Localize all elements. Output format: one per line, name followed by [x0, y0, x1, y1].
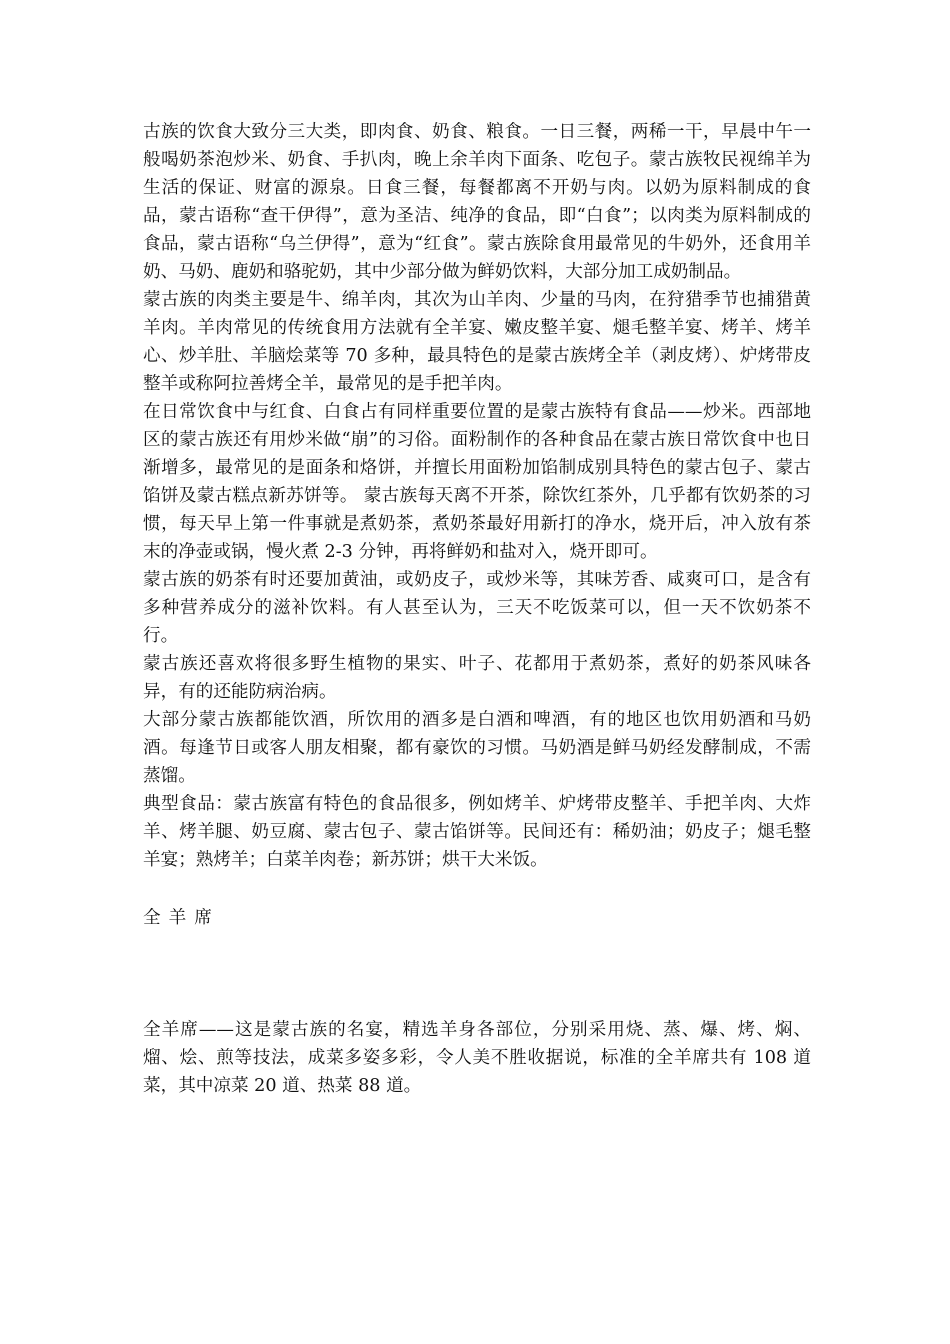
paragraph-alcohol: 大部分蒙古族都能饮酒，所饮用的酒多是白酒和啤酒，有的地区也饮用奶酒和马奶酒。每逢节日或客人朋友相聚，都有豪饮的习惯。马奶酒是鲜马奶经发酵制成，不需蒸馏。	[143, 710, 811, 786]
paragraph-meat: 蒙古族的肉类主要是牛、绵羊肉，其次为山羊肉、少量的马肉，在狩猎季节也捕猎黄羊肉。羊肉常见的传统食用方法就有全羊宴、嫩皮整羊宴、煺毛整羊宴、烤羊、烤羊心、炒羊肚、羊脑烩菜等 70 多种，最具特色的是蒙古族烤全羊（剥皮烤）、炉烤带皮整羊或称阿拉善烤全羊，最常见的是手把羊肉。	[143, 290, 811, 394]
document-page	[143, 118, 811, 1100]
paragraph-fried-millet-tea: 在日常饮食中与红食、白食占有同样重要位置的是蒙古族特有食品——炒米。西部地区的蒙古族还有用炒米做“崩”的习俗。面粉制作的各种食品在蒙古族日常饮食中也日渐增多，最常见的是面条和烙饼，并擅长用面粉加馅制成别具特色的蒙古包子、蒙古馅饼及蒙古糕点新苏饼等。 蒙古族每天离不开茶，除饮红茶外，几乎都有饮奶茶的习惯，每天早上第一件事就是煮奶茶，煮奶茶最好用新打的净水，烧开后，冲入放有茶末的净壶或锅，慢火煮 2-3 分钟，再将鲜奶和盐对入，烧开即可。	[143, 402, 811, 562]
paragraph-wild-plants: 蒙古族还喜欢将很多野生植物的果实、叶子、花都用于煮奶茶，煮好的奶茶风味各异，有的还能防病治病。	[143, 654, 811, 702]
section-heading: 全羊席	[143, 908, 220, 928]
spacer	[143, 932, 811, 1016]
spacer	[143, 874, 811, 904]
paragraph-typical-foods: 典型食品：蒙古族富有特色的食品很多，例如烤羊、炉烤带皮整羊、手把羊肉、大炸羊、烤羊腿、奶豆腐、蒙古包子、蒙古馅饼等。民间还有：稀奶油；奶皮子；煺毛整羊宴；熟烤羊；白菜羊肉卷；新苏饼；烘干大米饭。	[143, 794, 811, 870]
paragraph-whole-lamb-feast: 全羊席——这是蒙古族的名宴，精选羊身各部位，分别采用烧、蒸、爆、烤、焖、熘、烩、煎等技法，成菜多姿多彩，令人美不胜收据说，标准的全羊席共有 108 道菜，其中凉菜 20 道、热菜 88 道。	[143, 1020, 811, 1096]
paragraph-milk-tea: 蒙古族的奶茶有时还要加黄油，或奶皮子，或炒米等，其味芳香、咸爽可口，是含有多种营养成分的滋补饮料。有人甚至认为，三天不吃饭菜可以，但一天不饮奶茶不行。	[143, 570, 811, 646]
paragraph-diet-overview: 古族的饮食大致分三大类，即肉食、奶食、粮食。一日三餐，两稀一干，早晨中午一般喝奶茶泡炒米、奶食、手扒肉，晚上余羊肉下面条、吃包子。蒙古族牧民视绵羊为生活的保证、财富的源泉。日食三餐，每餐都离不开奶与肉。以奶为原料制成的食品，蒙古语称“查干伊得”，意为圣洁、纯净的食品，即“白食”；以肉类为原料制成的食品，蒙古语称“乌兰伊得”，意为“红食”。蒙古族除食用最常见的牛奶外，还食用羊奶、马奶、鹿奶和骆驼奶，其中少部分做为鲜奶饮料，大部分加工成奶制品。	[143, 122, 811, 282]
